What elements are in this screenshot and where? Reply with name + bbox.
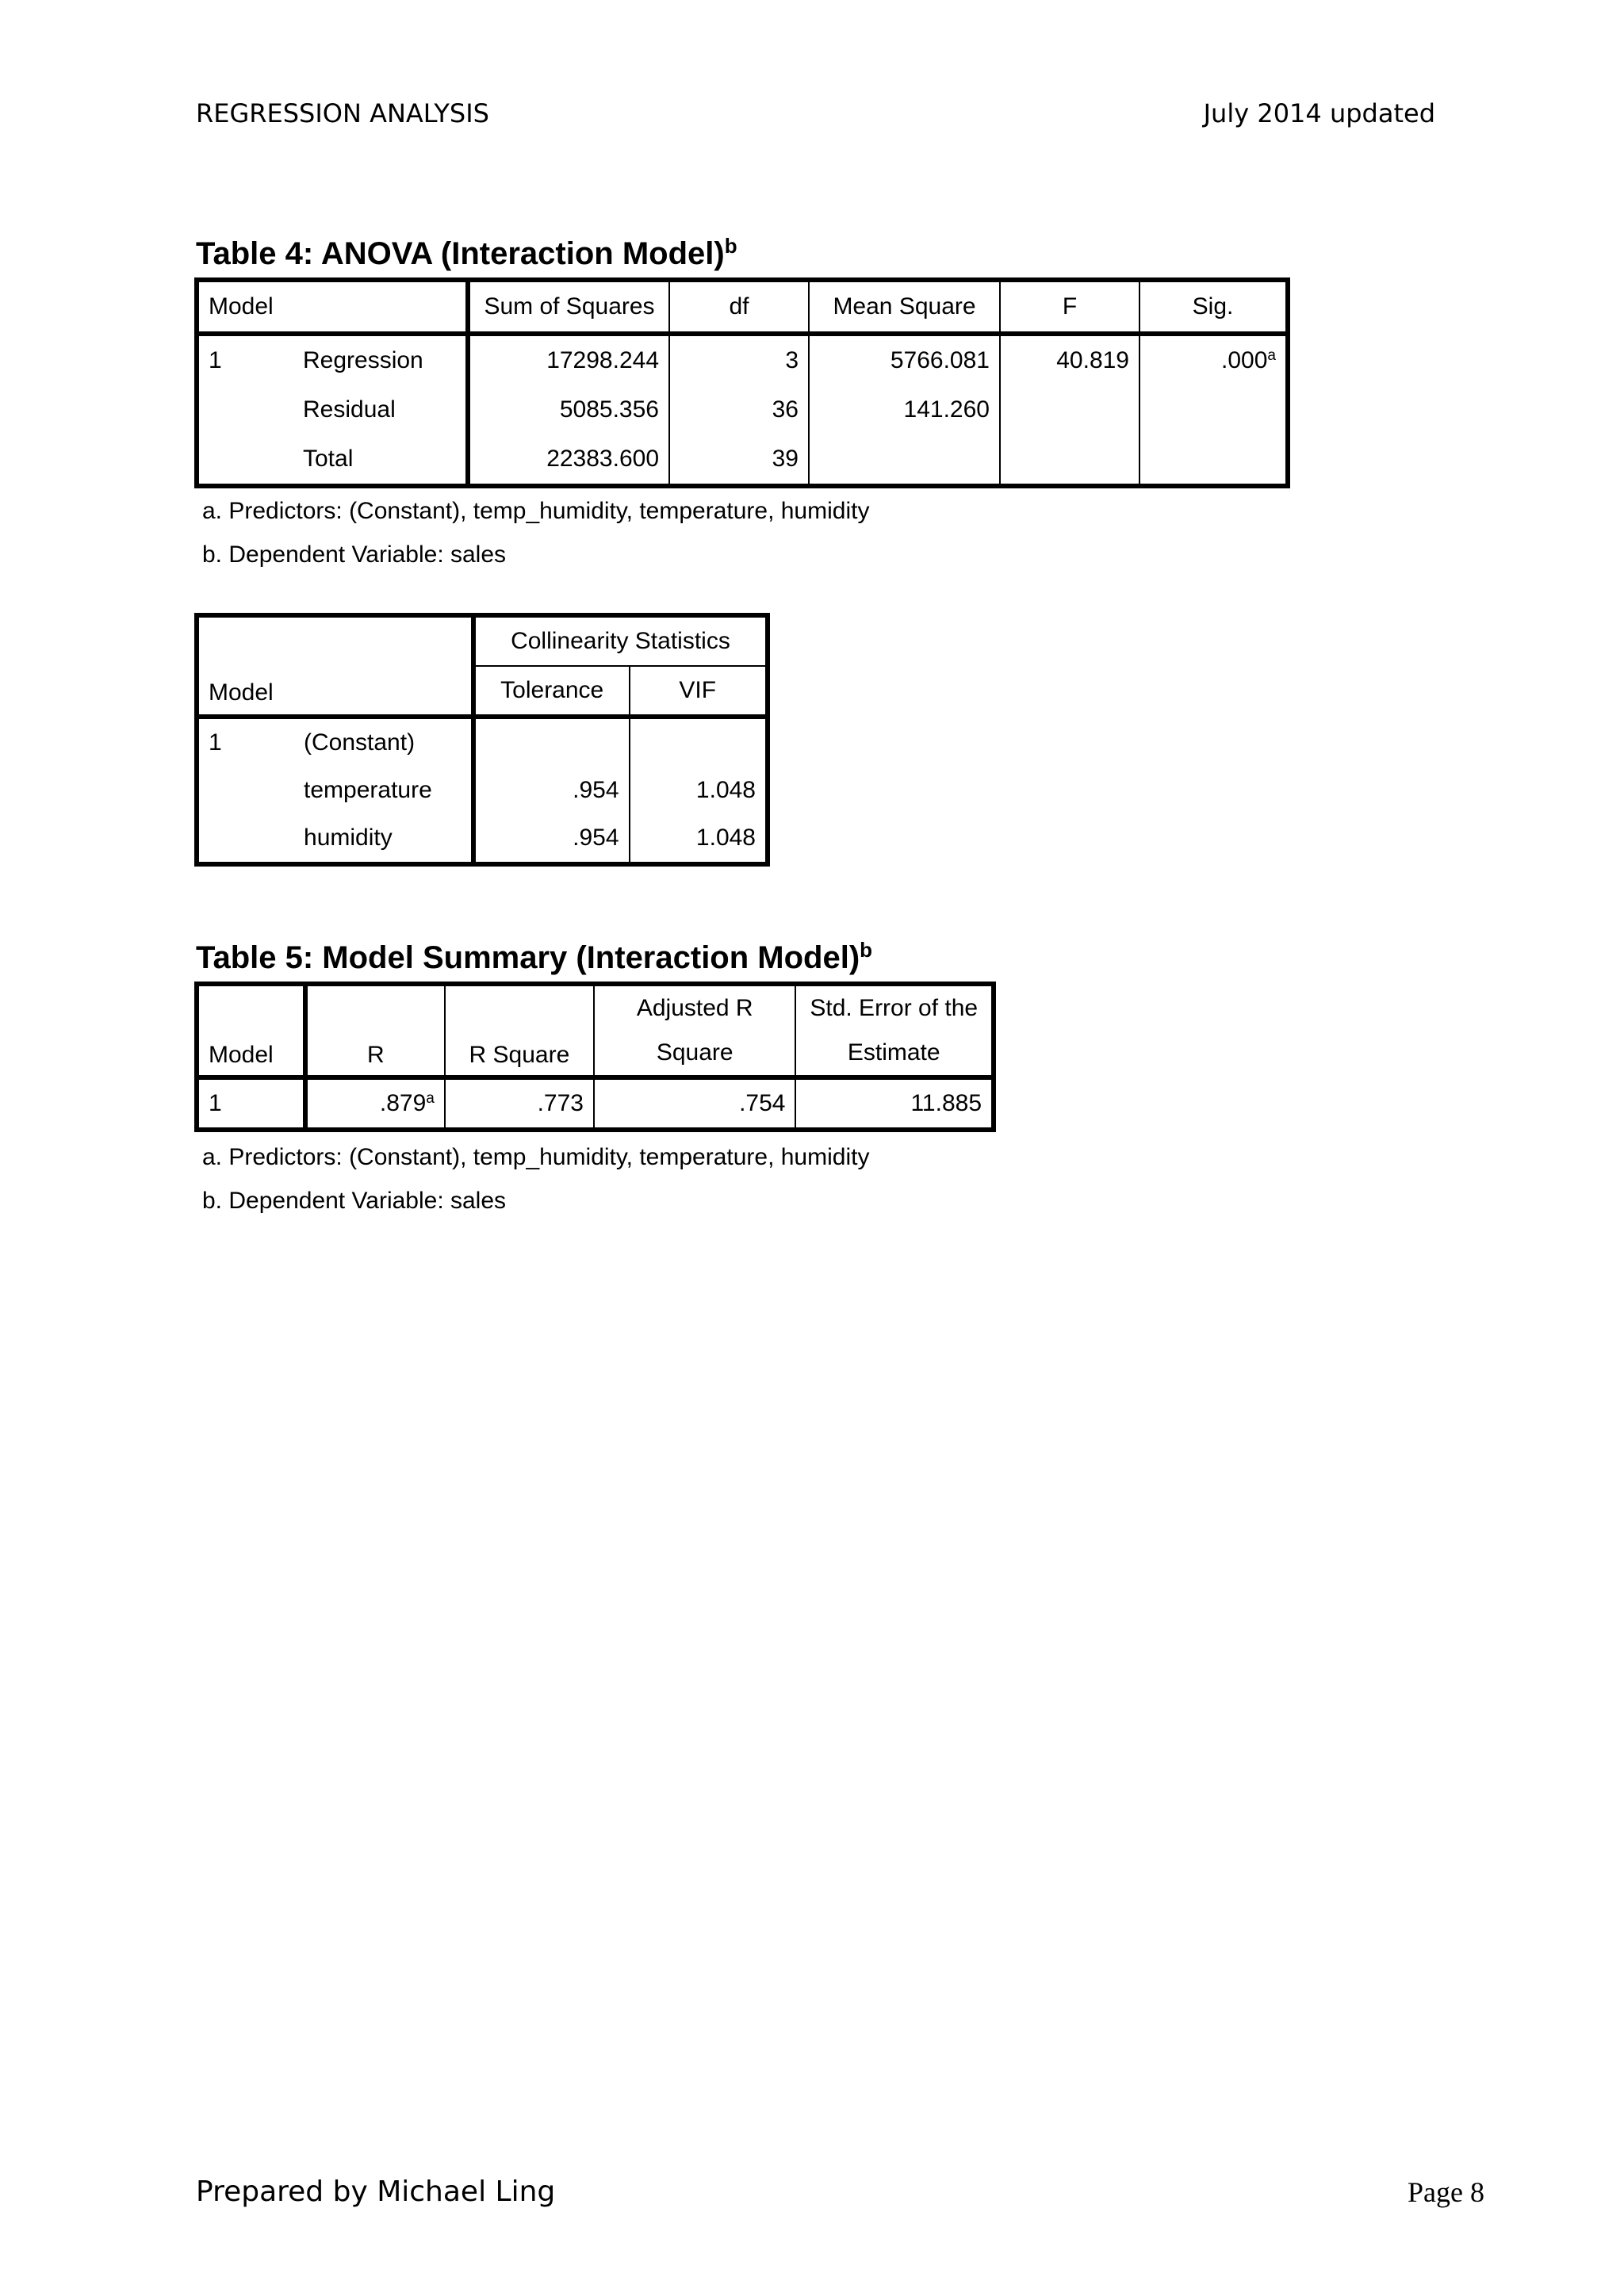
running-header-title: REGRESSION ANALYSIS [196, 98, 489, 128]
header-model: Model [197, 615, 473, 717]
table-row [197, 334, 1288, 385]
cell-sig [1139, 434, 1288, 486]
table4-title: Table 4: ANOVA (Interaction Model)$^b$ [196, 234, 737, 271]
header-r: R [305, 984, 445, 1077]
header-adjusted-r-line1: Adjusted R [594, 984, 796, 1031]
header-vif: VIF [630, 666, 768, 717]
cell-std-error: 11.885 [910, 1090, 982, 1116]
footer-author: Prepared by Michael Ling [196, 2175, 556, 2208]
header-r-square: R Square [445, 984, 594, 1077]
header-collinearity-statistics: Collinearity Statistics [473, 615, 768, 666]
header-model: Model [197, 280, 468, 334]
cell-sum-of-squares: 17298.244 [468, 334, 669, 385]
cell-model: 1 [197, 1077, 305, 1130]
header-sum-of-squares: Sum of Squares [468, 280, 669, 334]
collinearity-group-header-row [197, 615, 768, 666]
table5-footnote-b: b. Dependent Variable: sales [202, 1188, 507, 1214]
cell-model [197, 434, 293, 486]
cell-f: 40.819 [1000, 334, 1139, 385]
cell-df: 3 [669, 334, 809, 385]
cell-model [197, 385, 293, 434]
table-row [197, 1077, 994, 1130]
cell-tolerance: .954 [473, 814, 630, 864]
cell-sig: .000$^a$ [1221, 347, 1276, 373]
cell-mean-square: 5766.081 [809, 334, 1000, 385]
header-model: Model [197, 984, 305, 1077]
table-row [197, 767, 768, 814]
collinearity-table [194, 613, 770, 867]
table4-footnote-b: b. Dependent Variable: sales [202, 541, 507, 568]
cell-vif [630, 717, 768, 767]
header-adjusted-r-line2: Square [594, 1031, 796, 1077]
cell-vif: 1.048 [695, 777, 756, 803]
cell-label: Regression [293, 334, 468, 385]
table4-footnote-a: a. Predictors: (Constant), temp_humidity, temperature, humidity [202, 498, 870, 524]
header-tolerance: Tolerance [473, 666, 630, 717]
table-row [197, 717, 768, 767]
header-f: F [1000, 280, 1139, 334]
header-mean-square: Mean Square [809, 280, 1000, 334]
table5-title: Table 5: Model Summary (Interaction Model)$^b$ [196, 938, 873, 975]
cell-sig [1139, 385, 1288, 434]
table-row [197, 385, 1288, 434]
cell-tolerance [473, 717, 630, 767]
running-header-date: July 2014 updated [1203, 98, 1435, 128]
table-row [197, 434, 1288, 486]
cell-df: 39 [669, 434, 809, 486]
header-sig: Sig. [1139, 280, 1288, 334]
cell-sum-of-squares: 5085.356 [468, 385, 669, 434]
model-summary-table [194, 982, 996, 1132]
cell-df: 36 [669, 385, 809, 434]
cell-r: .879$^a$ [305, 1077, 445, 1130]
table5-footnote-a: a. Predictors: (Constant), temp_humidity, temperature, humidity [202, 1144, 870, 1170]
cell-mean-square [809, 434, 1000, 486]
cell-f [1000, 434, 1139, 486]
cell-sum-of-squares: 22383.600 [468, 434, 669, 486]
cell-model [197, 767, 294, 814]
cell-model [197, 814, 294, 864]
header-std-error-line1: Std. Error of the [810, 995, 979, 1021]
header-std-error-line2: Estimate [795, 1031, 994, 1077]
cell-label: (Constant) [294, 717, 473, 767]
page-number: Page 8 [1408, 2176, 1484, 2208]
cell-model: 1 [209, 347, 222, 373]
cell-vif: 1.048 [695, 825, 756, 851]
cell-label: Residual [293, 385, 468, 434]
cell-tolerance: .954 [473, 767, 630, 814]
table-row [197, 814, 768, 864]
cell-label: humidity [294, 814, 473, 864]
anova-table [194, 277, 1290, 488]
cell-r-square: .773 [445, 1077, 594, 1130]
anova-header-row [197, 280, 1288, 334]
cell-label: Total [293, 434, 468, 486]
model-summary-header-row-1 [197, 984, 994, 1031]
cell-f [1000, 385, 1139, 434]
header-df: df [669, 280, 809, 334]
cell-adjusted-r-square: .754 [594, 1077, 796, 1130]
cell-model: 1 [209, 729, 222, 756]
cell-label: temperature [294, 767, 473, 814]
cell-mean-square: 141.260 [809, 385, 1000, 434]
